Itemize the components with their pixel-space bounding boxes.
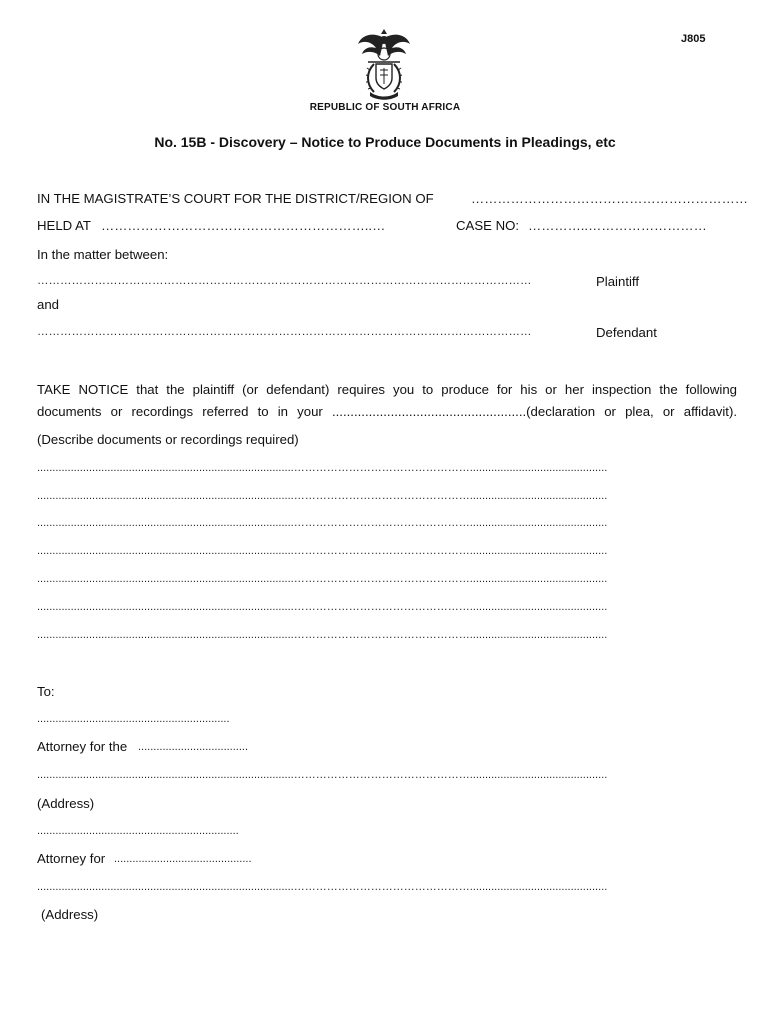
attorney-for-the-label: Attorney for the	[37, 739, 128, 754]
address-label-1: (Address)	[37, 796, 95, 811]
and-label: and	[37, 297, 60, 312]
notice-paragraph	[37, 379, 737, 423]
describe-label: (Describe documents or recordings required)	[37, 432, 299, 447]
plaintiff-label: Plaintiff	[596, 274, 640, 289]
court-label: IN THE MAGISTRATE’S COURT FOR THE DISTRICT/REGION OF	[37, 191, 434, 206]
country-name: REPUBLIC OF SOUTH AFRICA	[309, 102, 461, 113]
attorney-for-the-field[interactable]: ....................................	[138, 741, 249, 753]
case-no-label: CASE NO:	[456, 218, 520, 233]
to-field[interactable]: ...............................................................	[37, 713, 230, 725]
form-title: No. 15B - Discovery – Notice to Produce Documents in Pleadings, etc	[154, 134, 616, 150]
description-line[interactable]: ....................................................................................………………………………………….............................................	[37, 573, 608, 585]
court-district-field[interactable]: ………………………………………………………	[471, 191, 748, 206]
matter-between-label: In the matter between:	[37, 247, 169, 262]
attorney-for-label: Attorney for	[37, 851, 106, 866]
attorney-for-field[interactable]: .............................................	[114, 853, 252, 865]
plaintiff-field[interactable]: …………………………………………………………………………………………………………………	[37, 275, 532, 287]
description-line[interactable]: ....................................................................................………………………………………….............................................	[37, 462, 608, 474]
defendant-label: Defendant	[596, 325, 657, 340]
address-label-2: (Address)	[41, 907, 99, 922]
description-line[interactable]: ....................................................................................………………………………………….............................................	[37, 545, 608, 557]
defendant-field[interactable]: …………………………………………………………………………………………………………………	[37, 326, 532, 338]
held-at-label: HELD AT	[37, 218, 91, 233]
case-no-field[interactable]: …………..………………………	[528, 218, 707, 233]
sender-field[interactable]: ..................................................................	[37, 825, 239, 837]
address-line-1[interactable]: ....................................................................................………………………………………….............................................	[37, 769, 608, 781]
form-code: J805	[681, 33, 706, 45]
to-label: To:	[37, 684, 55, 699]
description-line[interactable]: ....................................................................................………………………………………….............................................	[37, 629, 608, 641]
held-at-field[interactable]: ……………………………………………………..…	[101, 218, 386, 233]
coat-of-arms-icon	[354, 28, 414, 100]
address-line-2[interactable]: ....................................................................................………………………………………….............................................	[37, 881, 608, 893]
description-line[interactable]: ....................................................................................………………………………………….............................................	[37, 517, 608, 529]
notice-line-1: TAKE NOTICE that the plaintiff (or defendant) requires you to produce for his or her inspection the following	[37, 382, 737, 397]
notice-line-2: documents or recordings referred to in your .....................................................(declaration or plea, or affidavit).	[37, 404, 737, 419]
description-line[interactable]: ....................................................................................………………………………………….............................................	[37, 601, 608, 613]
description-line[interactable]: ....................................................................................………………………………………….............................................	[37, 490, 608, 502]
